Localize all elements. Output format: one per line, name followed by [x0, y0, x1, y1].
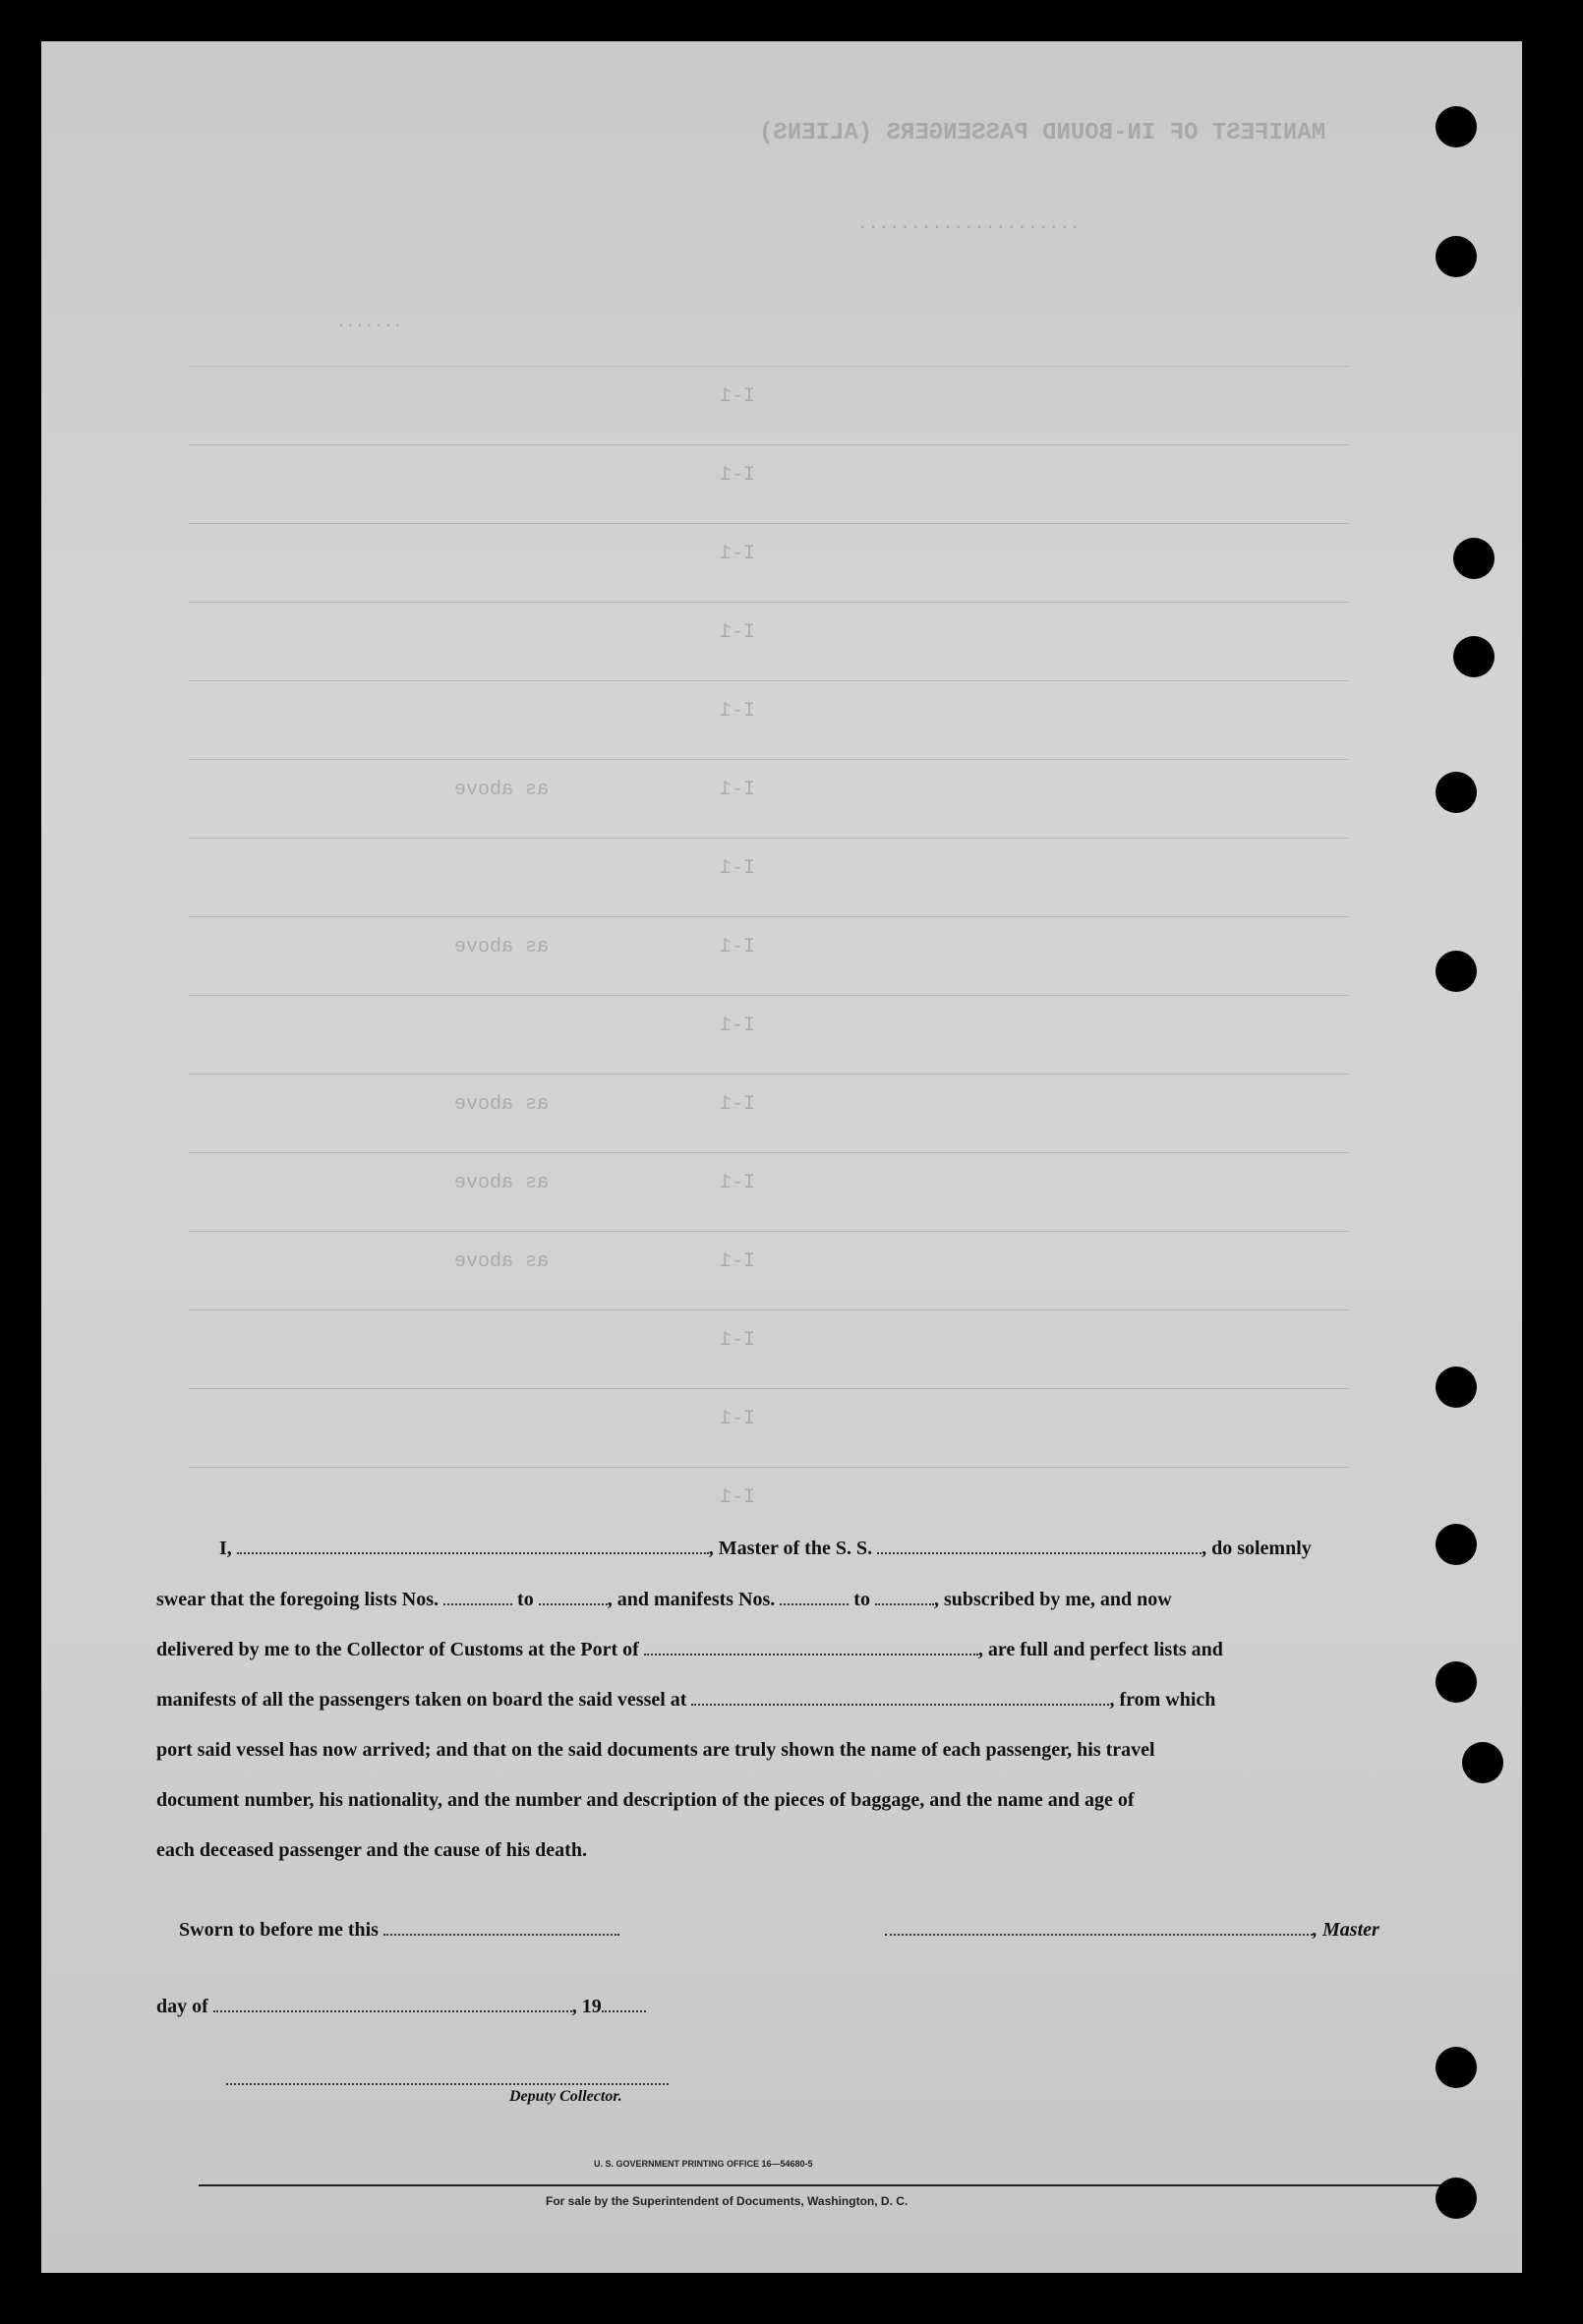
day-of-blank[interactable]	[213, 1995, 572, 2012]
port-blank[interactable]	[644, 1638, 978, 1656]
ledger-line	[189, 1309, 1349, 1310]
ledger-line	[189, 1388, 1349, 1389]
manifest-sheet	[41, 41, 1522, 2273]
bleed-through-number: I-1	[720, 464, 756, 487]
bleed-through-number: I-1	[720, 936, 756, 959]
binder-hole	[1436, 772, 1477, 813]
bleed-through-number: I-1	[720, 700, 756, 723]
binder-hole	[1436, 2047, 1477, 2088]
bleed-through-number: I-1	[720, 857, 756, 880]
declaration-line-1: I, , Master of the S. S. , do solemnly	[219, 1538, 1312, 1559]
sworn-date-blank[interactable]	[383, 1918, 619, 1936]
sworn-line: Sworn to before me this	[179, 1918, 619, 1942]
ledger-line	[189, 759, 1349, 760]
ledger-line	[189, 838, 1349, 839]
master-signature-line: , Master	[885, 1918, 1379, 1942]
manifests-to-blank[interactable]	[875, 1588, 934, 1605]
ledger-line	[189, 366, 1349, 367]
ledger-line	[189, 444, 1349, 445]
ledger-line	[189, 1074, 1349, 1075]
bleed-through-note: as above	[454, 936, 550, 959]
year-blank[interactable]	[602, 1995, 646, 2012]
bleed-through-number: I-1	[720, 385, 756, 408]
day-of-line: day of , 19	[156, 1995, 646, 2018]
binder-hole	[1436, 236, 1477, 277]
bleed-through-header: MANIFEST OF IN-BOUND PASSENGERS (ALIENS)	[759, 120, 1326, 146]
manifests-from-blank[interactable]	[780, 1588, 849, 1605]
bleed-through-note: as above	[454, 779, 550, 801]
ledger-line	[189, 602, 1349, 603]
printing-office-note: U. S. GOVERNMENT PRINTING OFFICE 16—54680-5	[594, 2159, 813, 2169]
ledger-line	[189, 523, 1349, 524]
binder-hole	[1436, 1661, 1477, 1703]
master-signature-blank[interactable]	[885, 1918, 1313, 1936]
binder-hole	[1436, 1524, 1477, 1565]
ledger-line	[189, 916, 1349, 917]
declaration-line-3: delivered by me to the Collector of Customs at the Port of , are full and perfect lists and	[156, 1639, 1223, 1660]
binder-hole	[1462, 1742, 1503, 1783]
bleed-through-number: I-1	[720, 1329, 756, 1352]
binder-hole	[1436, 106, 1477, 147]
declaration-line-4: manifests of all the passengers taken on board the said vessel at , from which	[156, 1689, 1216, 1711]
binder-hole	[1453, 636, 1495, 677]
bleed-through-note: as above	[454, 1093, 550, 1116]
bleed-through-note: as above	[454, 1172, 550, 1194]
bleed-through-note: as above	[454, 1250, 550, 1273]
binder-hole	[1436, 951, 1477, 992]
binder-hole	[1436, 1366, 1477, 1408]
footer-rule	[199, 2184, 1447, 2186]
bleed-through-number: I-1	[720, 1172, 756, 1194]
binder-hole	[1436, 2178, 1477, 2219]
declaration-line-6: document number, his nationality, and the number and description of the pieces of baggage, and the name and age of	[156, 1789, 1135, 1811]
ledger-line	[189, 995, 1349, 996]
bleed-through-number: I-1	[720, 621, 756, 644]
declaration-line-5: port said vessel has now arrived; and that on the said documents are truly shown the name of each passenger, his travel	[156, 1739, 1155, 1761]
lists-from-blank[interactable]	[443, 1588, 512, 1605]
bleed-through-number: I-1	[720, 1408, 756, 1430]
bleed-through-number: I-1	[720, 1250, 756, 1273]
binder-hole	[1453, 538, 1495, 579]
bleed-through-number: I-1	[720, 1093, 756, 1116]
bleed-through-number: I-1	[720, 543, 756, 565]
for-sale-note: For sale by the Superintendent of Documents, Washington, D. C.	[546, 2194, 909, 2208]
declaration-line-2: swear that the foregoing lists Nos. to , and manifests Nos. to , subscribed by me, and now	[156, 1589, 1172, 1610]
master-name-blank[interactable]	[237, 1537, 709, 1554]
lists-to-blank[interactable]	[539, 1588, 608, 1605]
declaration-line-7: each deceased passenger and the cause of his death.	[156, 1839, 587, 1861]
ledger-line	[189, 1231, 1349, 1232]
deputy-signature-line[interactable]	[226, 2083, 669, 2085]
deputy-collector-label: Deputy Collector.	[509, 2088, 622, 2105]
ledger-line	[189, 680, 1349, 681]
bleed-through-col-header: ·······	[336, 317, 403, 334]
ledger-line	[189, 1467, 1349, 1468]
bleed-through-number: I-1	[720, 779, 756, 801]
bleed-through-subheader: ·····················	[857, 218, 1081, 238]
embarkation-port-blank[interactable]	[691, 1688, 1109, 1706]
bleed-through-number: I-1	[720, 1486, 756, 1509]
ledger-line	[189, 1152, 1349, 1153]
vessel-name-blank[interactable]	[877, 1537, 1202, 1554]
bleed-through-number: I-1	[720, 1015, 756, 1037]
